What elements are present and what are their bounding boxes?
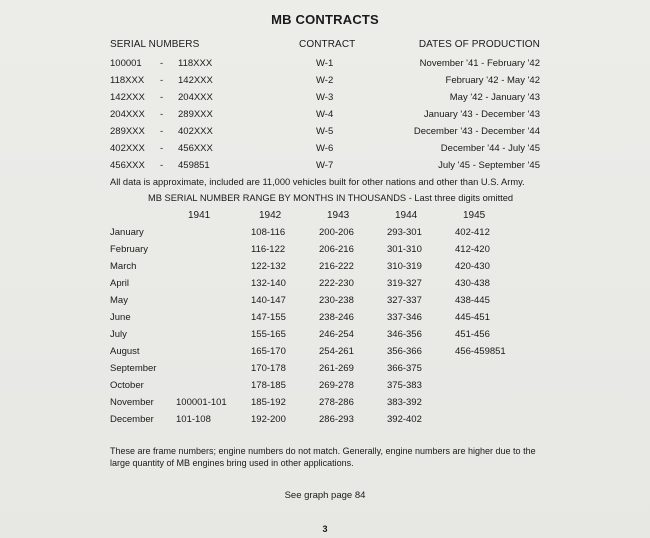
dates-header: DATES OF PRODUCTION [418, 39, 540, 50]
serial-start: 118XXX [110, 75, 145, 86]
month-label: January [110, 227, 144, 238]
range-1943: 269-278 [319, 380, 354, 391]
contract-code: W-1 [316, 58, 334, 69]
month-label: June [110, 312, 131, 323]
range-1943: 216-222 [319, 261, 354, 272]
range-1943: 230-238 [319, 295, 354, 306]
page-title: MB CONTRACTS [271, 12, 379, 27]
month-label: September [110, 363, 157, 374]
month-label: July [110, 329, 127, 340]
range-1944: 375-383 [387, 380, 422, 391]
range-table-title: MB SERIAL NUMBER RANGE BY MONTHS IN THOUSANDS - Last three digits omitted [148, 193, 514, 203]
range-1943: 278-286 [319, 397, 354, 408]
month-label: March [110, 261, 137, 272]
contract-code: W-2 [316, 75, 334, 86]
range-1944: 383-392 [387, 397, 422, 408]
range-1941: 100001-101 [176, 397, 227, 408]
serial-end: 456XXX [178, 143, 213, 154]
year-header-1941: 1941 [188, 210, 211, 221]
range-1942: 178-185 [251, 380, 286, 391]
range-1945: 438-445 [455, 295, 490, 306]
range-1944: 337-346 [387, 312, 422, 323]
range-1944: 346-356 [387, 329, 422, 340]
range-1943: 200-206 [319, 227, 354, 238]
year-header-1945: 1945 [463, 210, 486, 221]
range-1944: 293-301 [387, 227, 422, 238]
month-label: April [110, 278, 130, 289]
serial-dash: - [160, 160, 164, 171]
range-1943: 286-293 [319, 414, 354, 425]
range-1944: 392-402 [387, 414, 422, 425]
range-1942: 116-122 [251, 244, 286, 255]
range-1941: 101-108 [176, 414, 211, 425]
serial-end: 142XXX [178, 75, 213, 86]
range-1945: 402-412 [455, 227, 490, 238]
production-dates: December '43 - December '44 [413, 126, 540, 137]
month-label: October [110, 380, 144, 391]
range-1944: 301-310 [387, 244, 422, 255]
contract-code: W-4 [316, 109, 334, 120]
serial-start: 456XXX [110, 160, 145, 171]
range-1944: 319-327 [387, 278, 422, 289]
see-graph-reference: See graph page 84 [284, 490, 366, 501]
production-dates: May '42 - January '43 [449, 92, 540, 103]
year-header-1943: 1943 [327, 210, 350, 221]
approximation-note: All data is approximate, included are 11,000 vehicles built for other nations and other than U.S. Army. [110, 177, 525, 187]
range-1944: 356-366 [387, 346, 422, 357]
range-1942: 165-170 [251, 346, 286, 357]
serial-dash: - [160, 58, 164, 69]
range-1945: 420-430 [455, 261, 490, 272]
serial-start: 142XXX [110, 92, 145, 103]
serial-dash: - [160, 126, 164, 137]
serial-end: 204XXX [178, 92, 213, 103]
range-1942: 132-140 [251, 278, 286, 289]
month-label: August [110, 346, 140, 357]
range-1944: 327-337 [387, 295, 422, 306]
frame-number-footnote: These are frame numbers; engine numbers do not match. Generally, engine numbers are higher due to the large quantity of MB engines bring used in other applications. [110, 446, 536, 468]
range-1943: 261-269 [319, 363, 354, 374]
range-1944: 366-375 [387, 363, 422, 374]
contract-header: CONTRACT [299, 39, 356, 50]
contract-code: W-6 [316, 143, 334, 154]
serial-start: 204XXX [110, 109, 145, 120]
serial-start: 402XXX [110, 143, 145, 154]
range-1945: 445-451 [455, 312, 490, 323]
range-1942: 108-116 [251, 227, 286, 238]
serial-start: 289XXX [110, 126, 145, 137]
range-1943: 222-230 [319, 278, 354, 289]
range-1942: 155-165 [251, 329, 286, 340]
month-label: May [110, 295, 128, 306]
serial-start: 100001 [110, 58, 142, 69]
serial-dash: - [160, 109, 164, 120]
production-dates: July '45 - September '45 [438, 160, 540, 171]
production-dates: January '43 - December '43 [423, 109, 540, 120]
range-1942: 122-132 [251, 261, 286, 272]
range-1942: 192-200 [251, 414, 286, 425]
contract-code: W-3 [316, 92, 334, 103]
year-header-1942: 1942 [259, 210, 282, 221]
range-1945: 430-438 [455, 278, 490, 289]
production-dates: December '44 - July '45 [440, 143, 540, 154]
range-1942: 185-192 [251, 397, 286, 408]
serial-dash: - [160, 143, 164, 154]
serial-dash: - [160, 75, 164, 86]
range-1945: 456-459851 [455, 346, 506, 357]
range-1942: 147-155 [251, 312, 286, 323]
contract-code: W-5 [316, 126, 334, 137]
range-1943: 238-246 [319, 312, 354, 323]
serial-dash: - [160, 92, 164, 103]
range-1943: 206-216 [319, 244, 354, 255]
serial-end: 402XXX [178, 126, 213, 137]
range-1943: 254-261 [319, 346, 354, 357]
production-dates: November '41 - February '42 [419, 58, 540, 69]
contract-code: W-7 [316, 160, 334, 171]
range-1945: 451-456 [455, 329, 490, 340]
month-label: February [110, 244, 149, 255]
serial-numbers-header: SERIAL NUMBERS [110, 39, 200, 50]
year-header-1944: 1944 [395, 210, 418, 221]
serial-end: 459851 [178, 160, 210, 171]
range-1942: 170-178 [251, 363, 286, 374]
page-number: 3 [322, 524, 328, 534]
range-1942: 140-147 [251, 295, 286, 306]
month-label: December [110, 414, 154, 425]
range-1944: 310-319 [387, 261, 422, 272]
month-label: November [110, 397, 154, 408]
serial-end: 289XXX [178, 109, 213, 120]
serial-end: 118XXX [178, 58, 213, 69]
production-dates: February '42 - May '42 [445, 75, 540, 86]
range-1943: 246-254 [319, 329, 354, 340]
range-1945: 412-420 [455, 244, 490, 255]
